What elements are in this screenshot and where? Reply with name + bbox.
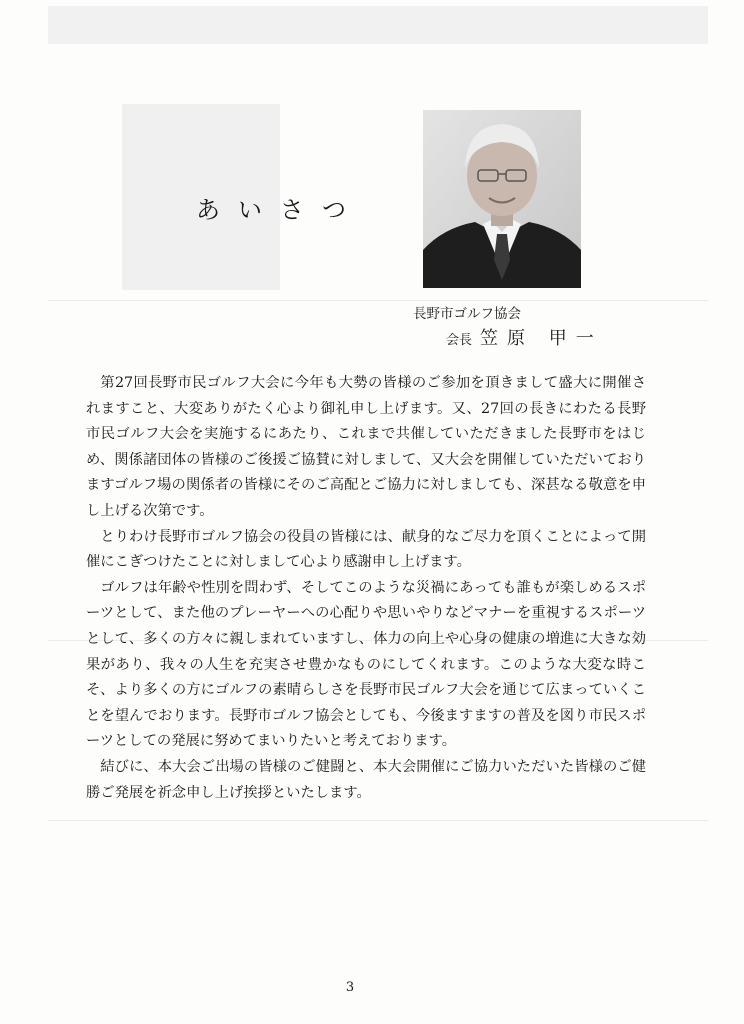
body-paragraph: 結びに、本大会ご出場の皆様のご健闘と、本大会開催にご協力いただいた皆様のご健勝ご発展を祈念申し上げ挨拶といたします。 — [86, 758, 646, 801]
body-paragraph: とりわけ長野市ゴルフ協会の役員の皆様には、献身的なご尽力を頂くことによって開催にこぎつけたことに対しまして心より感謝申し上げます。 — [86, 528, 646, 571]
author-name: 笠原 甲一 — [480, 328, 603, 349]
show-through-rule — [48, 820, 708, 821]
show-through-header-band — [48, 6, 708, 44]
show-through-rule — [48, 300, 708, 301]
portrait-photo — [423, 110, 581, 288]
body-paragraph: ゴルフは年齢や性別を問わず、そしてこのような災禍にあっても誰もが楽しめるスポーツとして、また他のプレーヤーへの心配りや思いやりなどマナーを重視するスポーツとして、多くの方々に親しまれていますし、体力の向上や心身の健康の増進に大きな効果があり、我々の人生を充実させ豊かなものにしてくれます。このような大変な時こそ、より多くの方にゴルフの素晴らしさを長野市民ゴルフ大会を通じて広まっていくことを望んでおります。長野市ゴルフ協会としても、今後ますますの普及を図り市民スポーツとしての発展に努めてまいりたいと考えております。 — [86, 579, 646, 750]
body-paragraph: 第27回長野市民ゴルフ大会に今年も大勢の皆様のご参加を頂きまして盛大に開催されますこと、大変ありがたく心より御礼申し上げます。又、27回の長きにわたる長野市民ゴルフ大会を実施するにあたり、これまで共催していただきました長野市をはじめ、関係諸団体の皆様のご後援ご協賛に対しまして、又大会を開催していただいておりますゴルフ場の関係者の皆様にそのご高配とご協力に対しましても、深甚なる敬意を申し上げる次第です。 — [86, 375, 646, 519]
author-organization: 長野市ゴルフ協会 — [413, 306, 521, 322]
author-role: 会長 — [446, 333, 473, 348]
page-title: あいさつ — [196, 196, 364, 224]
greeting-body — [86, 371, 646, 806]
page-number: 3 — [345, 980, 355, 995]
author-name-line — [446, 324, 603, 350]
